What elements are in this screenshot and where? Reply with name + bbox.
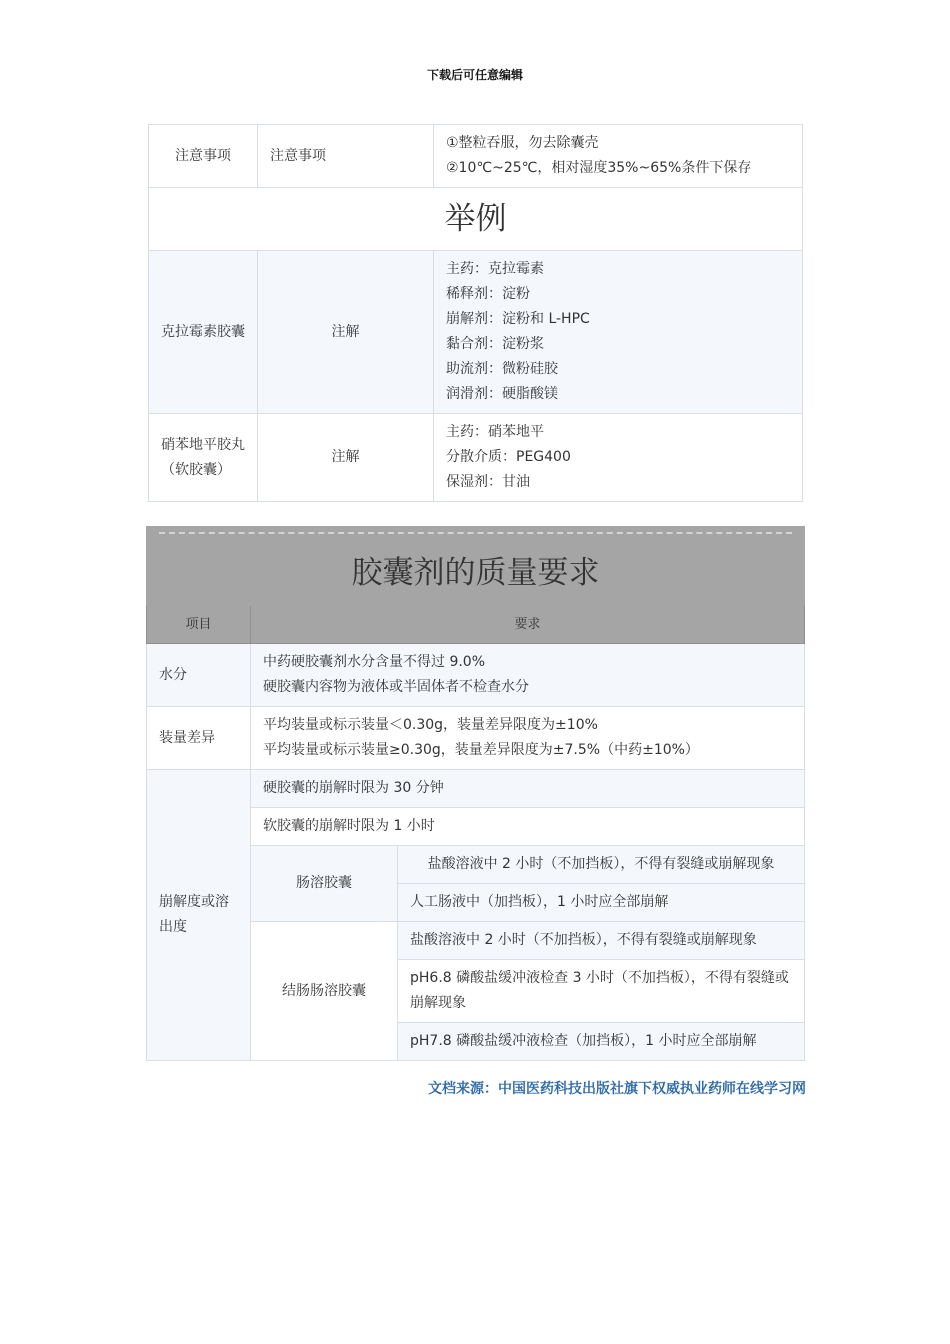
- notice-line: ①整粒吞服，勿去除囊壳: [446, 135, 599, 151]
- colon-label: 结肠肠溶胶囊: [251, 922, 398, 1061]
- example-formula: [434, 251, 803, 414]
- examples-table: [148, 124, 803, 502]
- hard-capsule-requirement: 硬胶囊的崩解时限为 30 分钟: [251, 770, 805, 808]
- disintegration-hard-row: [147, 770, 805, 808]
- requirement-line: 平均装量或标示装量＜0.30g，装量差异限度为±10%: [263, 717, 598, 733]
- formula-line: 主药：硝苯地平: [446, 424, 544, 440]
- moisture-label: 水分: [147, 644, 251, 707]
- notice-content: [434, 125, 803, 188]
- example-note: 注解: [258, 251, 434, 414]
- quality-title-row: [147, 527, 805, 606]
- quality-title-cell: [147, 527, 805, 606]
- notice-line: ②10℃~25℃，相对湿度35%~65%条件下保存: [446, 160, 752, 176]
- example-name: 硝苯地平胶丸（软胶囊）: [149, 414, 258, 502]
- formula-line: 稀释剂：淀粉: [446, 286, 530, 302]
- example-title-row: [149, 188, 803, 251]
- colon-requirement: pH7.8 磷酸盐缓冲液检查（加挡板），1 小时应全部崩解: [398, 1023, 805, 1061]
- page-header: 下载后可任意编辑: [426, 68, 523, 82]
- formula-line: 润滑剂：硬脂酸镁: [446, 386, 558, 402]
- enteric-requirement: 人工肠液中（加挡板），1 小时应全部崩解: [398, 884, 805, 922]
- notice-sublabel: 注意事项: [258, 125, 434, 188]
- moisture-row: [147, 644, 805, 707]
- colon-requirement: pH6.8 磷酸盐缓冲液检查 3 小时（不加挡板），不得有裂缝或崩解现象: [398, 960, 805, 1023]
- example-title: 举例: [149, 188, 803, 251]
- example-row-clarithromycin: [149, 251, 803, 414]
- soft-capsule-requirement: 软胶囊的崩解时限为 1 小时: [251, 808, 805, 846]
- colon-requirement: 盐酸溶液中 2 小时（不加挡板），不得有裂缝或崩解现象: [398, 922, 805, 960]
- moisture-content: [251, 644, 805, 707]
- source-link[interactable]: 文档来源：中国医药科技出版社旗下权威执业药师在线学习网: [428, 1081, 806, 1097]
- weight-content: [251, 707, 805, 770]
- enteric-requirement: 盐酸溶液中 2 小时（不加挡板），不得有裂缝或崩解现象: [398, 846, 805, 884]
- dashed-divider: [159, 532, 792, 534]
- header-item: 项目: [147, 606, 251, 644]
- example-formula: [434, 414, 803, 502]
- formula-line: 崩解剂：淀粉和 L-HPC: [446, 311, 590, 327]
- weight-row: [147, 707, 805, 770]
- quality-table: [146, 526, 805, 1061]
- example-note: 注解: [258, 414, 434, 502]
- formula-line: 黏合剂：淀粉浆: [446, 336, 544, 352]
- weight-label: 装量差异: [147, 707, 251, 770]
- formula-line: 主药：克拉霉素: [446, 261, 544, 277]
- header-requirement: 要求: [251, 606, 805, 644]
- notice-label: 注意事项: [149, 125, 258, 188]
- quality-title: 胶囊剂的质量要求: [351, 554, 600, 591]
- requirement-line: 硬胶囊内容物为液体或半固体者不检查水分: [263, 679, 529, 695]
- example-row-nifedipine: [149, 414, 803, 502]
- formula-line: 分散介质：PEG400: [446, 449, 571, 465]
- example-name: 克拉霉素胶囊: [149, 251, 258, 414]
- formula-line: 保湿剂：甘油: [446, 474, 530, 490]
- requirement-line: 平均装量或标示装量≥0.30g，装量差异限度为±7.5%（中药±10%）: [263, 742, 699, 758]
- formula-line: 助流剂：微粉硅胶: [446, 361, 558, 377]
- disintegration-label: 崩解度或溶出度: [147, 770, 251, 1061]
- enteric-label: 肠溶胶囊: [251, 846, 398, 922]
- requirement-line: 中药硬胶囊剂水分含量不得过 9.0%: [263, 654, 486, 670]
- quality-header-row: [147, 606, 805, 644]
- notice-row: [149, 125, 803, 188]
